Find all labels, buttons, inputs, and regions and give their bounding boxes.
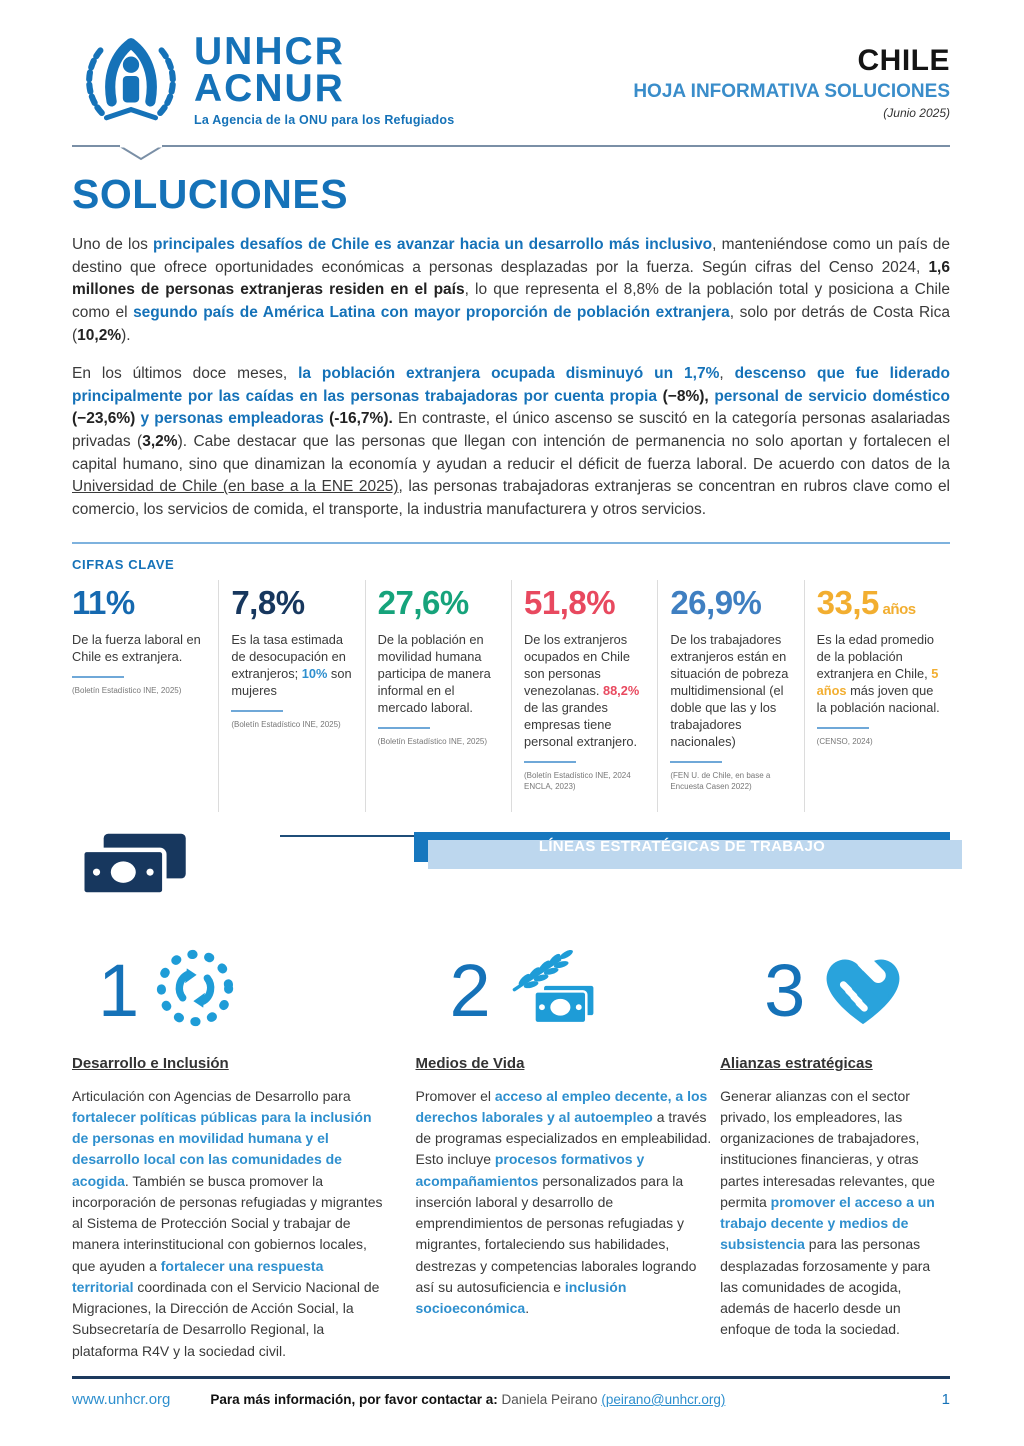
stat-unemployment: [218, 580, 364, 812]
stat-description: De los trabajadores extranjeros están en situación de pobreza multidimensional (el doble que las y los trabajadores nacionales): [670, 631, 789, 749]
stat-underline: [72, 676, 124, 678]
header-right: [633, 44, 950, 120]
stat-informal-work: [365, 580, 511, 812]
strategic-lines-banner: LÍNEAS ESTRATÉGICAS DE TRABAJO: [414, 832, 950, 862]
logo-tagline: La Agencia de la ONU para los Refugiados: [194, 113, 455, 128]
stat-source: (CENSO, 2024): [816, 736, 873, 746]
wheat-banknote-icon: [506, 946, 598, 1035]
unhcr-website-link[interactable]: www.unhcr.org: [72, 1391, 171, 1408]
stat-source: (FEN U. de Chile, en base a Encuesta Casen 2022): [670, 770, 771, 791]
strategic-lines-banner-row: [80, 832, 950, 903]
country-title: CHILE: [857, 44, 950, 77]
stat-underline: [817, 727, 869, 729]
stat-underline: [670, 761, 722, 763]
column-heading: Medios de Vida: [415, 1054, 525, 1072]
contact-label: Para más información, por favor contactar a:: [210, 1392, 498, 1407]
work-columns: [72, 1055, 950, 1362]
page-number: 1: [941, 1391, 950, 1408]
stat-value: 33,5 años: [816, 583, 916, 621]
logo-text: [194, 30, 455, 135]
banner-connector-line: [280, 835, 414, 837]
handshake-heart-icon: [820, 949, 906, 1032]
stat-value: 27,6%: [377, 583, 469, 621]
stat-source: (Boletín Estadístico INE, 2025): [377, 736, 488, 746]
footer-divider: [72, 1376, 950, 1379]
chevron-down-icon: [118, 145, 164, 168]
number-3: 3: [764, 948, 806, 1032]
document-subtitle: HOJA INFORMATIVA SOLUCIONES: [633, 81, 950, 102]
stat-foreign-labor: [72, 580, 218, 812]
column-heading: Alianzas estratégicas: [720, 1054, 873, 1072]
column-heading: Desarrollo e Inclusión: [72, 1054, 229, 1072]
number-2: 2: [449, 948, 491, 1032]
work-column-alliances: [720, 1055, 950, 1362]
stat-value: 26,9%: [670, 583, 762, 621]
cifras-clave-label: CIFRAS CLAVE: [72, 556, 175, 572]
document-date: (Junio 2025): [883, 106, 950, 120]
footer: [72, 1376, 950, 1408]
work-column-development: [72, 1055, 389, 1362]
stat-source: (Boletín Estadístico INE, 2025): [231, 719, 341, 729]
stat-venezuelans: [511, 580, 657, 812]
stat-value: 51,8%: [523, 583, 616, 621]
stat-source: (Boletín Estadístico INE, 2024 ENCLA, 2023): [523, 770, 631, 791]
page-title: SOLUCIONES: [72, 171, 349, 217]
stat-underline: [231, 710, 283, 712]
stat-description: De la población en movilidad humana participa de manera informal en el mercado laboral.: [377, 631, 491, 715]
stat-poverty: [657, 580, 803, 812]
header-divider: [72, 145, 950, 147]
key-figures: [72, 580, 950, 812]
unhcr-logo: [80, 28, 454, 135]
stat-source: (Boletín Estadístico INE, 2025): [72, 685, 182, 695]
banknotes-icon: [80, 832, 188, 903]
stat-underline: [378, 727, 430, 729]
work-icon-cell-1: [72, 943, 389, 1039]
stat-average-age: [804, 580, 950, 812]
cifras-divider: [72, 542, 950, 544]
cycle-arrows-icon: [154, 947, 236, 1034]
intro-paragraph-1: Uno de los principales desafíos de Chile es avanzar hacia un desarrollo más inclusivo, manteniéndose como un país de destino que ofrece oportunidades económicas a personas desplazadas por la fuerza. Según cifras del Censo 2024, 1,6 millones de personas extranjeras residen en el país, lo que representa el 8,8% de la población total y posiciona a Chile como el segundo país de América Latina con mayor proporción de población extranjera, solo por detrás de Costa Rica (10,2%).: [72, 236, 951, 344]
stat-underline: [524, 761, 576, 763]
contact-name: Daniela Peirano: [501, 1392, 598, 1407]
work-column-livelihoods: [416, 1055, 713, 1362]
stat-description: Es la edad promedio de la población extranjera en Chile, 5 años más joven que la población nacional.: [816, 631, 940, 715]
header: [0, 0, 1024, 135]
contact-email-link[interactable]: (peirano@unhcr.org): [601, 1392, 726, 1407]
work-icon-cell-2: [416, 943, 713, 1039]
work-icons-row: [72, 943, 950, 1039]
stat-value: 7,8%: [231, 583, 305, 621]
column-body: Generar alianzas con el sector privado, los empleadores, las organizaciones de trabajadores, instituciones financieras, y otras partes interesadas relevantes, que permita promover el acceso a un trabajo decente y medios de subsistencia para las personas desplazadas forzosamente y para las comunidades de acogida, además de hacerlo desde un enfoque de toda la sociedad.: [720, 1087, 935, 1338]
stat-description: De la fuerza laboral en Chile es extranjera.: [72, 631, 201, 664]
contact-info: [210, 1392, 725, 1407]
column-body: Articulación con Agencias de Desarrollo para fortalecer políticas públicas para la inclusión de personas en movilidad humana y el desarrollo local con las comunidades de acogida. También se busca promover la incorporación de personas refugiadas y migrantes al Sistema de Protección Social y trabajar de manera interinstitucional con gobiernos locales, que ayuden a fortalecer una respuesta territorial coordinada con el Servicio Nacional de Migraciones, la Dirección de Acción Social, la Subsecretaría de Desarrollo Regional, la plataforma R4V y la sociedad civil.: [72, 1087, 383, 1359]
number-1: 1: [98, 948, 140, 1032]
stat-description: Es la tasa estimada de desocupación en extranjeros; 10% son mujeres: [231, 631, 352, 698]
unhcr-emblem-icon: [80, 28, 182, 135]
column-body: Promover el acceso al empleo decente, a los derechos laborales y al autoempleo a través de programas especializados en empleabilidad. Esto incluye procesos formativos y acompañamientos personalizados para la inserción laboral y desarrollo de emprendimientos de personas refugiadas y migrantes, fortaleciendo sus habilidades, destrezas y competencias laborales logrando así su autosuficiencia e inclusión socioeconómica.: [415, 1087, 712, 1317]
stat-value: 11%: [72, 583, 135, 621]
work-icon-cell-3: [720, 943, 950, 1039]
stat-description: De los extranjeros ocupados en Chile son personas venezolanas. 88,2% de las grandes empresas tiene personal extranjero.: [523, 631, 640, 749]
intro-paragraph-2: En los últimos doce meses, la población extranjera ocupada disminuyó un 1,7%, descenso que fue liderado principalmente por las caídas en las personas trabajadoras por cuenta propia (−8%), personal de servicio doméstico (−23,6%) y personas empleadoras (-16,7%). En contraste, el único ascenso se suscitó en la categoría personas asalariadas privadas (3,2%). Cabe destacar que las personas que llegan con intención de permanencia no solo aportan y fortalecen el capital humano, sino que dinamizan la economía y ayudan a reducir el déficit de fuerza laboral. De acuerdo con datos de la Universidad de Chile (en base a la ENE 2025), las personas trabajadoras extranjeras se concentran en rubros clave como el comercio, los servicios de comida, el transporte, la industria manufacturera y otros servicios.: [72, 365, 951, 518]
logo-line-acnur: ACNUR: [194, 66, 345, 110]
logo-line-unhcr: UNHCR: [194, 30, 345, 73]
